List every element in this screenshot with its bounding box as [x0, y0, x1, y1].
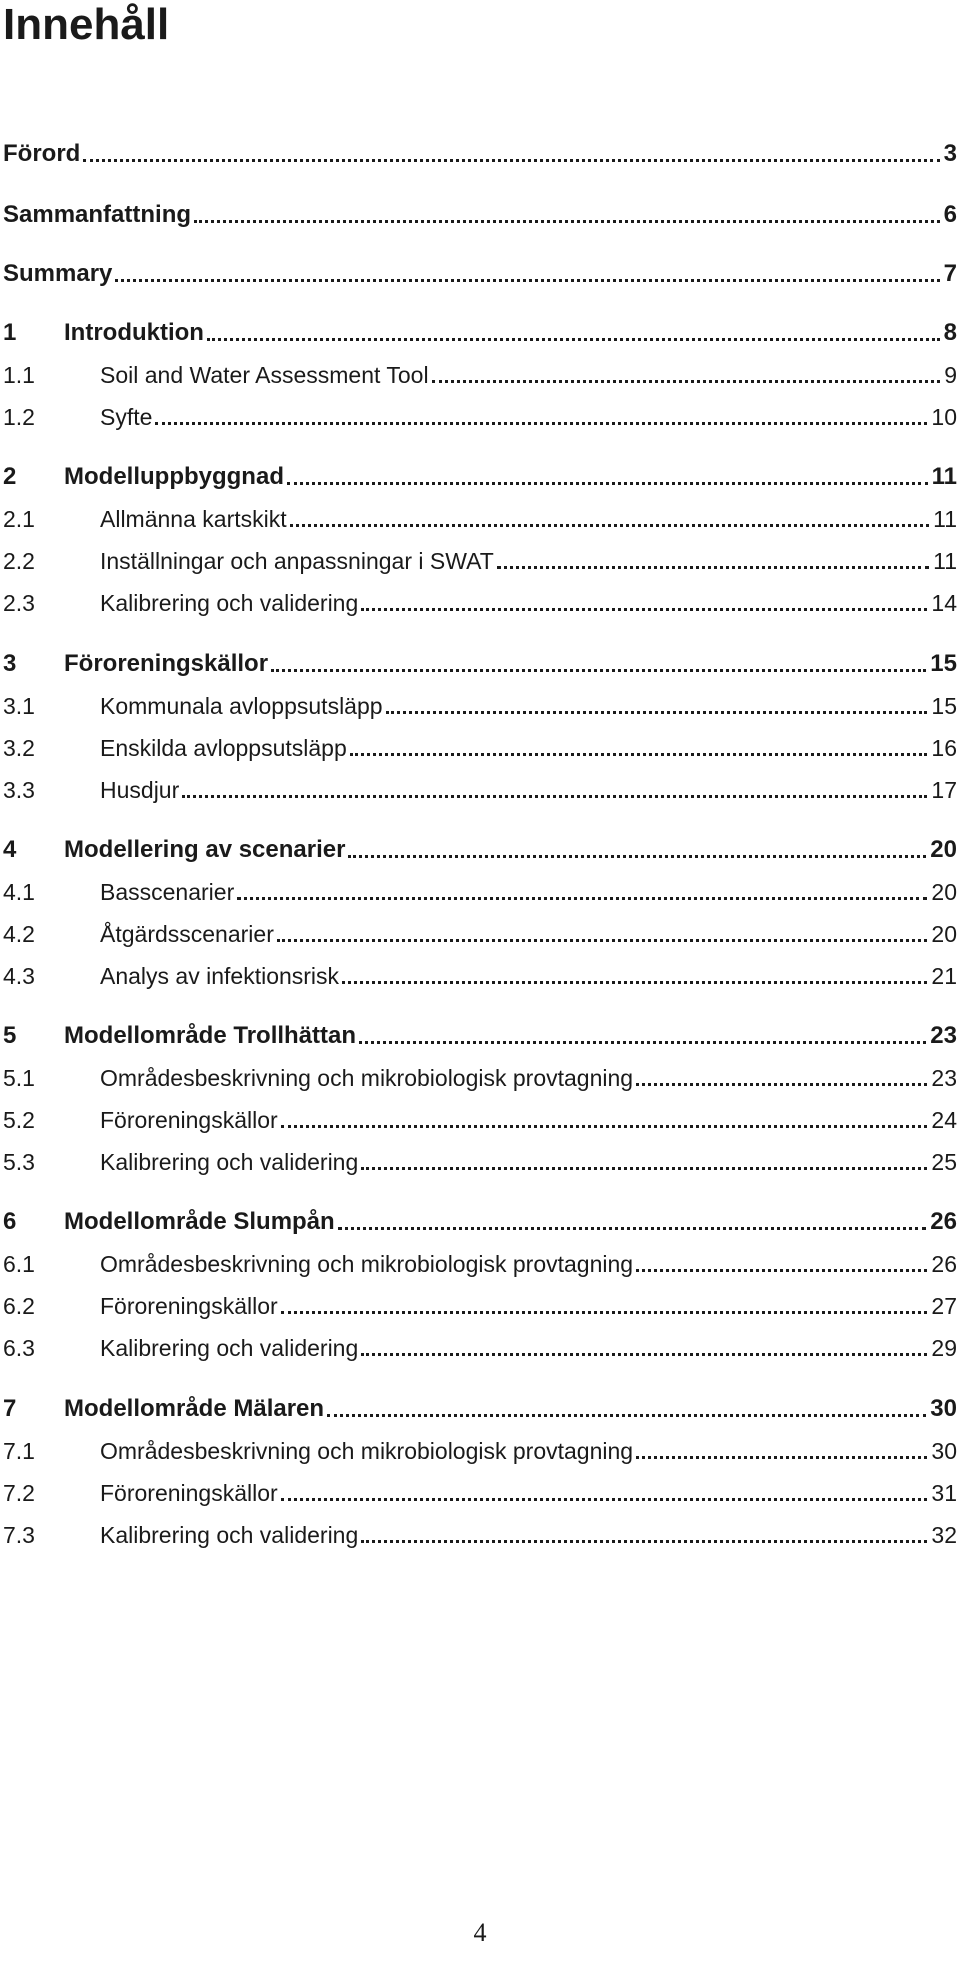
- toc-entry-page: 3: [943, 140, 957, 167]
- toc-entry-label: Områdesbeskrivning och mikrobiologisk provtagning: [100, 1065, 634, 1091]
- toc-dot-leader: [386, 711, 928, 714]
- toc-dot-leader: [361, 1353, 927, 1356]
- toc-entry-label: Kommunala avloppsutsläpp: [100, 693, 383, 719]
- toc-entry[interactable]: [3, 1326, 957, 1362]
- toc-entry[interactable]: [3, 455, 957, 491]
- toc-entry-label: Föroreningskällor: [100, 1480, 278, 1506]
- toc-dot-leader: [277, 939, 928, 942]
- toc-entry[interactable]: [3, 912, 957, 948]
- toc-entry-label: Modellområde Slumpån: [64, 1208, 335, 1235]
- toc-dot-leader: [237, 897, 927, 900]
- toc-entry-number: 4: [3, 836, 17, 863]
- toc-entry[interactable]: [3, 497, 957, 533]
- toc-entry-page: 15: [931, 693, 957, 719]
- toc-entry-page: 11: [933, 548, 957, 574]
- toc-entry[interactable]: [3, 353, 957, 389]
- toc-entry-number: 1.2: [3, 404, 35, 430]
- toc-dot-leader: [290, 524, 929, 527]
- toc-dot-leader: [361, 1540, 927, 1543]
- toc-dot-leader: [271, 669, 926, 672]
- toc-dot-leader: [361, 1167, 927, 1170]
- toc-entry-number: 6.1: [3, 1251, 35, 1277]
- toc-entry-label: Kalibrering och validering: [100, 1149, 359, 1175]
- toc-entry-number: 2.2: [3, 548, 35, 574]
- toc-entry-page: 21: [931, 963, 957, 989]
- toc-entry[interactable]: [3, 193, 957, 229]
- toc-entry-label: Föroreningskällor: [64, 650, 269, 677]
- toc-dot-leader: [287, 482, 928, 485]
- toc-entry-label: Modellering av scenarier: [64, 836, 346, 863]
- toc-entry[interactable]: [3, 684, 957, 720]
- toc-entry-label: Föroreningskällor: [100, 1107, 278, 1133]
- toc-entry-number: 5: [3, 1022, 17, 1049]
- toc-dot-leader: [194, 220, 940, 223]
- toc-entry-label: Sammanfattning: [3, 201, 192, 228]
- toc-entry-page: 26: [931, 1251, 957, 1277]
- toc-entry-label: Husdjur: [100, 777, 180, 803]
- toc-dot-leader: [327, 1414, 926, 1417]
- toc-entry-number: 3.3: [3, 777, 35, 803]
- toc-entry[interactable]: [3, 1200, 957, 1236]
- toc-entry-number: 1.1: [3, 362, 35, 388]
- toc-dot-leader: [83, 159, 939, 162]
- toc-entry-label: Inställningar och anpassningar i SWAT: [100, 548, 494, 574]
- toc-entry-page: 14: [931, 590, 957, 616]
- toc-entry-label: Kalibrering och validering: [100, 1335, 359, 1361]
- toc-entry[interactable]: [3, 1513, 957, 1549]
- toc-dot-leader: [636, 1083, 927, 1086]
- toc-entry-page: 6: [943, 201, 957, 228]
- toc-entry-label: Modelluppbyggnad: [64, 463, 284, 490]
- toc-entry-number: 7.2: [3, 1480, 35, 1506]
- toc-entry[interactable]: [3, 1471, 957, 1507]
- toc-entry[interactable]: [3, 726, 957, 762]
- toc-entry[interactable]: [3, 1387, 957, 1423]
- toc-entry-page: 9: [944, 362, 957, 388]
- toc-entry[interactable]: [3, 1056, 957, 1092]
- toc-entry[interactable]: [3, 1014, 957, 1050]
- toc-entry-number: 5.2: [3, 1107, 35, 1133]
- toc-entry-label: Kalibrering och validering: [100, 590, 359, 616]
- toc-entry-label: Åtgärdsscenarier: [100, 921, 274, 947]
- toc-entry-number: 6.3: [3, 1335, 35, 1361]
- toc-dot-leader: [281, 1311, 928, 1314]
- toc-dot-leader: [361, 608, 927, 611]
- toc-entry-label: Föroreningskällor: [100, 1293, 278, 1319]
- toc-entry[interactable]: [3, 1140, 957, 1176]
- toc-entry-label: Förord: [3, 140, 81, 167]
- toc-entry-number: 6.2: [3, 1293, 35, 1319]
- toc-entry-number: 1: [3, 319, 17, 346]
- toc-dot-leader: [182, 795, 927, 798]
- toc-dot-leader: [342, 981, 927, 984]
- toc-entry[interactable]: [3, 954, 957, 990]
- toc-entry[interactable]: [3, 768, 957, 804]
- toc-entry-page: 23: [930, 1022, 957, 1049]
- toc-entry-number: 7.3: [3, 1522, 35, 1548]
- toc-entry[interactable]: [3, 132, 957, 168]
- toc-entry-label: Soil and Water Assessment Tool: [100, 362, 429, 388]
- toc-entry-number: 5.1: [3, 1065, 35, 1091]
- toc-entry-page: 30: [930, 1395, 957, 1422]
- toc-entry-label: Introduktion: [64, 319, 204, 346]
- toc-entry[interactable]: [3, 1098, 957, 1134]
- toc-entry-label: Enskilda avloppsutsläpp: [100, 735, 347, 761]
- toc-entry-number: 6: [3, 1208, 17, 1235]
- toc-entry-page: 29: [931, 1335, 957, 1361]
- toc-dot-leader: [636, 1456, 927, 1459]
- toc-entry-page: 20: [930, 836, 957, 863]
- page-title: Innehåll: [3, 0, 170, 49]
- toc-dot-leader: [359, 1041, 926, 1044]
- toc-entry-page: 7: [943, 260, 957, 287]
- toc-dot-leader: [155, 422, 927, 425]
- toc-entry-label: Analys av infektionsrisk: [100, 963, 340, 989]
- toc-entry-page: 20: [931, 879, 957, 905]
- toc-entry-page: 8: [943, 319, 957, 346]
- toc-entry[interactable]: [3, 1429, 957, 1465]
- toc-dot-leader: [348, 855, 926, 858]
- toc-entry-number: 2.1: [3, 506, 35, 532]
- toc-entry[interactable]: [3, 311, 957, 347]
- toc-entry-label: Summary: [3, 260, 113, 287]
- toc-entry-page: 25: [931, 1149, 957, 1175]
- toc-entry-label: Allmänna kartskikt: [100, 506, 287, 532]
- toc-dot-leader: [281, 1498, 928, 1501]
- toc-dot-leader: [207, 338, 940, 341]
- toc-dot-leader: [636, 1269, 927, 1272]
- toc-entry-number: 4.1: [3, 879, 35, 905]
- toc-entry-page: 11: [933, 506, 957, 532]
- toc-entry-page: 27: [931, 1293, 957, 1319]
- toc-entry-page: 10: [931, 404, 957, 430]
- toc-entry[interactable]: [3, 581, 957, 617]
- toc-entry-number: 3.2: [3, 735, 35, 761]
- toc-entry-page: 15: [930, 650, 957, 677]
- toc-entry-page: 24: [931, 1107, 957, 1133]
- toc-entry-page: 32: [931, 1522, 957, 1548]
- toc-entry-label: Områdesbeskrivning och mikrobiologisk provtagning: [100, 1438, 634, 1464]
- toc-entry-page: 17: [931, 777, 957, 803]
- toc-dot-leader: [432, 380, 941, 383]
- toc-entry-number: 7.1: [3, 1438, 35, 1464]
- toc-entry-number: 3.1: [3, 693, 35, 719]
- toc-entry-number: 5.3: [3, 1149, 35, 1175]
- toc-entry[interactable]: [3, 870, 957, 906]
- toc-entry-label: Basscenarier: [100, 879, 235, 905]
- toc-entry[interactable]: [3, 828, 957, 864]
- toc-entry-number: 2.3: [3, 590, 35, 616]
- toc-entry-label: Områdesbeskrivning och mikrobiologisk provtagning: [100, 1251, 634, 1277]
- toc-entry-label: Modellområde Mälaren: [64, 1395, 325, 1422]
- toc-entry-page: 11: [931, 463, 957, 490]
- toc-entry[interactable]: [3, 1284, 957, 1320]
- toc-entry-number: 4.3: [3, 963, 35, 989]
- toc-entry-page: 30: [931, 1438, 957, 1464]
- toc-entry-label: Modellområde Trollhättan: [64, 1022, 357, 1049]
- footer-page-number: 4: [473, 1918, 487, 1947]
- toc-entry-page: 16: [931, 735, 957, 761]
- toc-dot-leader: [281, 1125, 928, 1128]
- toc-entry-page: 26: [930, 1208, 957, 1235]
- toc-entry[interactable]: [3, 1242, 957, 1278]
- toc-entry-number: 7: [3, 1395, 17, 1422]
- toc-dot-leader: [115, 279, 939, 282]
- toc-entry-number: 3: [3, 650, 17, 677]
- toc-entry[interactable]: [3, 252, 957, 288]
- toc-entry-page: 23: [931, 1065, 957, 1091]
- toc-entry-label: Syfte: [100, 404, 153, 430]
- toc-dot-leader: [497, 566, 929, 569]
- toc-entry-number: 2: [3, 463, 17, 490]
- toc-entry-page: 20: [931, 921, 957, 947]
- toc-entry-label: Kalibrering och validering: [100, 1522, 359, 1548]
- toc-entry[interactable]: [3, 395, 957, 431]
- toc-dot-leader: [350, 753, 928, 756]
- toc-entry-page: 31: [931, 1480, 957, 1506]
- toc-entry[interactable]: [3, 642, 957, 678]
- toc-entry-number: 4.2: [3, 921, 35, 947]
- toc-dot-leader: [338, 1227, 927, 1230]
- toc-entry[interactable]: [3, 539, 957, 575]
